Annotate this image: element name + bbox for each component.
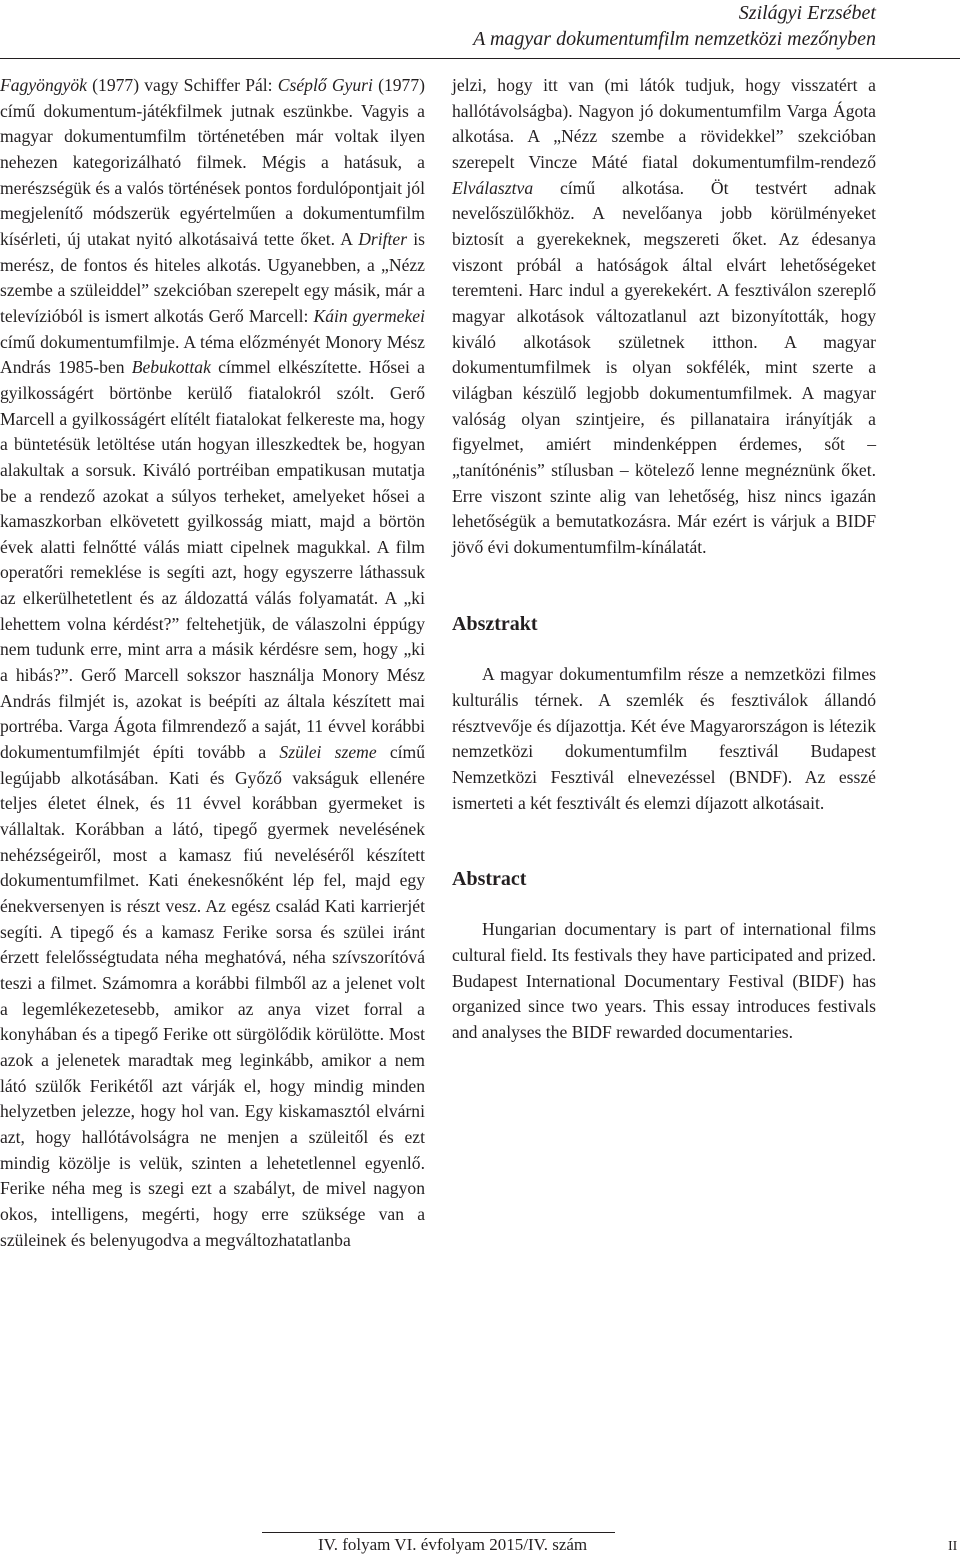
abstract-hu-heading: Absztrakt bbox=[452, 613, 538, 636]
right-column bbox=[452, 73, 876, 1046]
text-run: jelzi, hogy itt van (mi látók tudjuk, hogy visszatért a hallótávolságba). Nagyon jó dokumentumfilm Varga Ágota alkotása. A „Nézz szembe a rövidekkel” szekcióban szerepelt Vincze Máté fiatal dokumentumfilm-rendező bbox=[452, 75, 876, 172]
text-run: (1977) című dokumentum-játékfilmek jutnak eszünkbe. Vagyis a magyar dokumentumfilm történetében már voltak ilyen nehezen kategorizálható filmek. Mégis a hatásuk, a merészségük és a valós történések pontos fordulópontjait jól megjelenítő módszerük egyértelműen a dokumentumfilm kísérleti, új utakat nyitó alkotásaivá tette őket. A bbox=[0, 75, 425, 249]
text-run: című alkotása. Öt testvért adnak nevelőszülőkhöz. A nevelőanya jobb körülményeket biztosít a gyerekeknek, megszereti őket. Az édesanya viszont próbál a hatóságok által elvárt lehetőségeket teremteni. Harc indul a gyerekekért. A fesztiválon szereplő magyar alkotások változatlanul azt bizonyították, hogy kiváló alkotások születnek itthon. A magyar dokumentumfilmek is olyan sokfélék, mint szerte a világban készülő legjobb dokumentumfilmek. A magyar valóság olyan szintjeire, és pillanataira irányítják a figyelmet, amiért mindenképpen érdemes, sőt – „tanítónénis” stílusban – kötelező lenne megnéznünk őket. Erre viszont szinte alig van lehetőség, hisz nincs igazán lehetőségük a bemutatkozásra. Már ezért is várjuk a BIDF jövő évi dokumentumfilm-kínálatát. bbox=[452, 177, 876, 557]
footer-issue: IV. folyam VI. évfolyam 2015/IV. szám bbox=[318, 1535, 588, 1554]
body-paragraph-left bbox=[0, 73, 425, 1253]
header-rule bbox=[0, 58, 960, 59]
italic-title: Cséplő Gyuri bbox=[277, 75, 373, 95]
text-run: is merész, de fontos és hiteles alkotás. Ugyanebben, a „Nézz szembe a szüleiddel” szekcióban szerepelt egy másik, már a televízióból is ismert alkotás Gerő Marcell: bbox=[0, 228, 425, 326]
italic-title: Elválasztva bbox=[452, 177, 534, 198]
left-column bbox=[0, 73, 425, 1253]
abstract-en-heading: Abstract bbox=[452, 868, 527, 891]
page-marker: II bbox=[948, 1540, 958, 1554]
italic-title: Bebukottak bbox=[131, 357, 211, 378]
footer-rule bbox=[262, 1532, 615, 1533]
text-run: (1977) vagy Schiffer Pál: bbox=[86, 75, 278, 95]
running-head bbox=[473, 0, 876, 52]
body-paragraph-right bbox=[452, 73, 876, 560]
abstract-en-text: Hungarian documentary is part of international films cultural field. Its festivals they have participated and prized. Budapest International Documentary Festival (BIDF) has organized since two years. This essay introduces festivals and analyses the BIDF rewarded documentaries. bbox=[452, 919, 876, 1043]
header-author: Szilágyi Erzsébet bbox=[738, 2, 876, 24]
italic-title: Szülei szeme bbox=[279, 742, 377, 763]
text-run: című dokumentumfilmje. A téma előzményét Monory Mész András 1985-ben bbox=[0, 331, 425, 378]
italic-title: Drifter bbox=[358, 228, 408, 249]
text-run: című legújabb alkotásában. Kati és Győző vakságuk ellenére teljes életet élnek, és 11 évvel korábban gyermeket is vállaltak. Korábban a látó, tipegő gyermek nevelésének nehézségeiről, most a kamasz fiú neveléséről készített dokumentumfilmet. Kati énekesnőként lép fel, majd egy énekversenyen is részt vesz. Az egész család Kati karrierjét segíti. A tipegő és a kamasz Ferike sorsa és szülei iránt érzett felelősségtudata néha meghatóvá, néha szívszorítóvá teszi a filmet. Számomra a korábbi filmből az a jelenet volt a legemlékezetesebb, amikor az anya vizet forral a konyhában és a tipegő Ferike ott sürgölődik körülötte. Most azok a jelenetek maradtak meg leginkább, amikor a nem látó szülők Ferikétől azt várják el, hogy mindig minden helyzetben jelezze, hogy hol van. Egy kiskamasztól elvárni azt, hogy hallótávolságra ne menjen a szüleitől és ezt mindig közölje is velük, szinten a lehetetlennel egyenlő. Ferike néha meg is szegi ezt a szabályt, de mivel nagyon okos, intelligens, megérti, hogy erre szüksége van a szüleinek és belenyugodva a megváltozhatatlanba bbox=[0, 742, 425, 1250]
abstract-hu-text: A magyar dokumentumfilm része a nemzetközi filmes kulturális térnek. A szemlék és fesztiválok állandó résztvevője és díjazottja. Két éve Magyarországon is létezik nemzetközi dokumentumfilm fesztivál Budapest Nemzetközi Fesztivál elnevezéssel (BNDF). Az esszé ismerteti a két fesztivált és elemzi díjazott alkotásait. bbox=[452, 664, 876, 813]
header-article-title: A magyar dokumentumfilm nemzetközi mezőnyben bbox=[473, 28, 876, 50]
italic-title: Fagyöngyök bbox=[0, 75, 87, 95]
italic-title: Káin gyermekei bbox=[313, 305, 425, 326]
text-run: címmel elkészítette. Hősei a gyilkosságért börtönbe kerülő fiatalokról szólt. Gerő Marcell a gyilkosságért elítélt fiatalokat felkereste ma, hogy a büntetésük letöltése után hogyan illeszkedtek be, hogyan alakultak a sorsuk. Kiváló portréiban empatikusan mutatja be a rendező azokat a súlyos terheket, amelyeket hősei a kamaszkorban elkövetett gyilkosság miatt, majd a börtön évek alatti felnőtté válás miatt cipelnek magukkal. A film operatőri remeklése is segíti azt, hogy egyszerre láthassuk az elkerülhetetlent és az áldozattá válás folyamatát. A „ki lehettem volna kérdést?” feltehetjük, de válaszolni éppúgy nem tudunk erre, mint arra a másik kérdésre sem, hogy „ki a hibás?”. Gerő Marcell sokszor használja Monory Mész András filmjét is, azokat is beépíti az általa készített mai portréba. Varga Ágota filmrendező a saját, 11 évvel korábbi dokumentumfilmjét építi tovább a bbox=[0, 357, 425, 763]
